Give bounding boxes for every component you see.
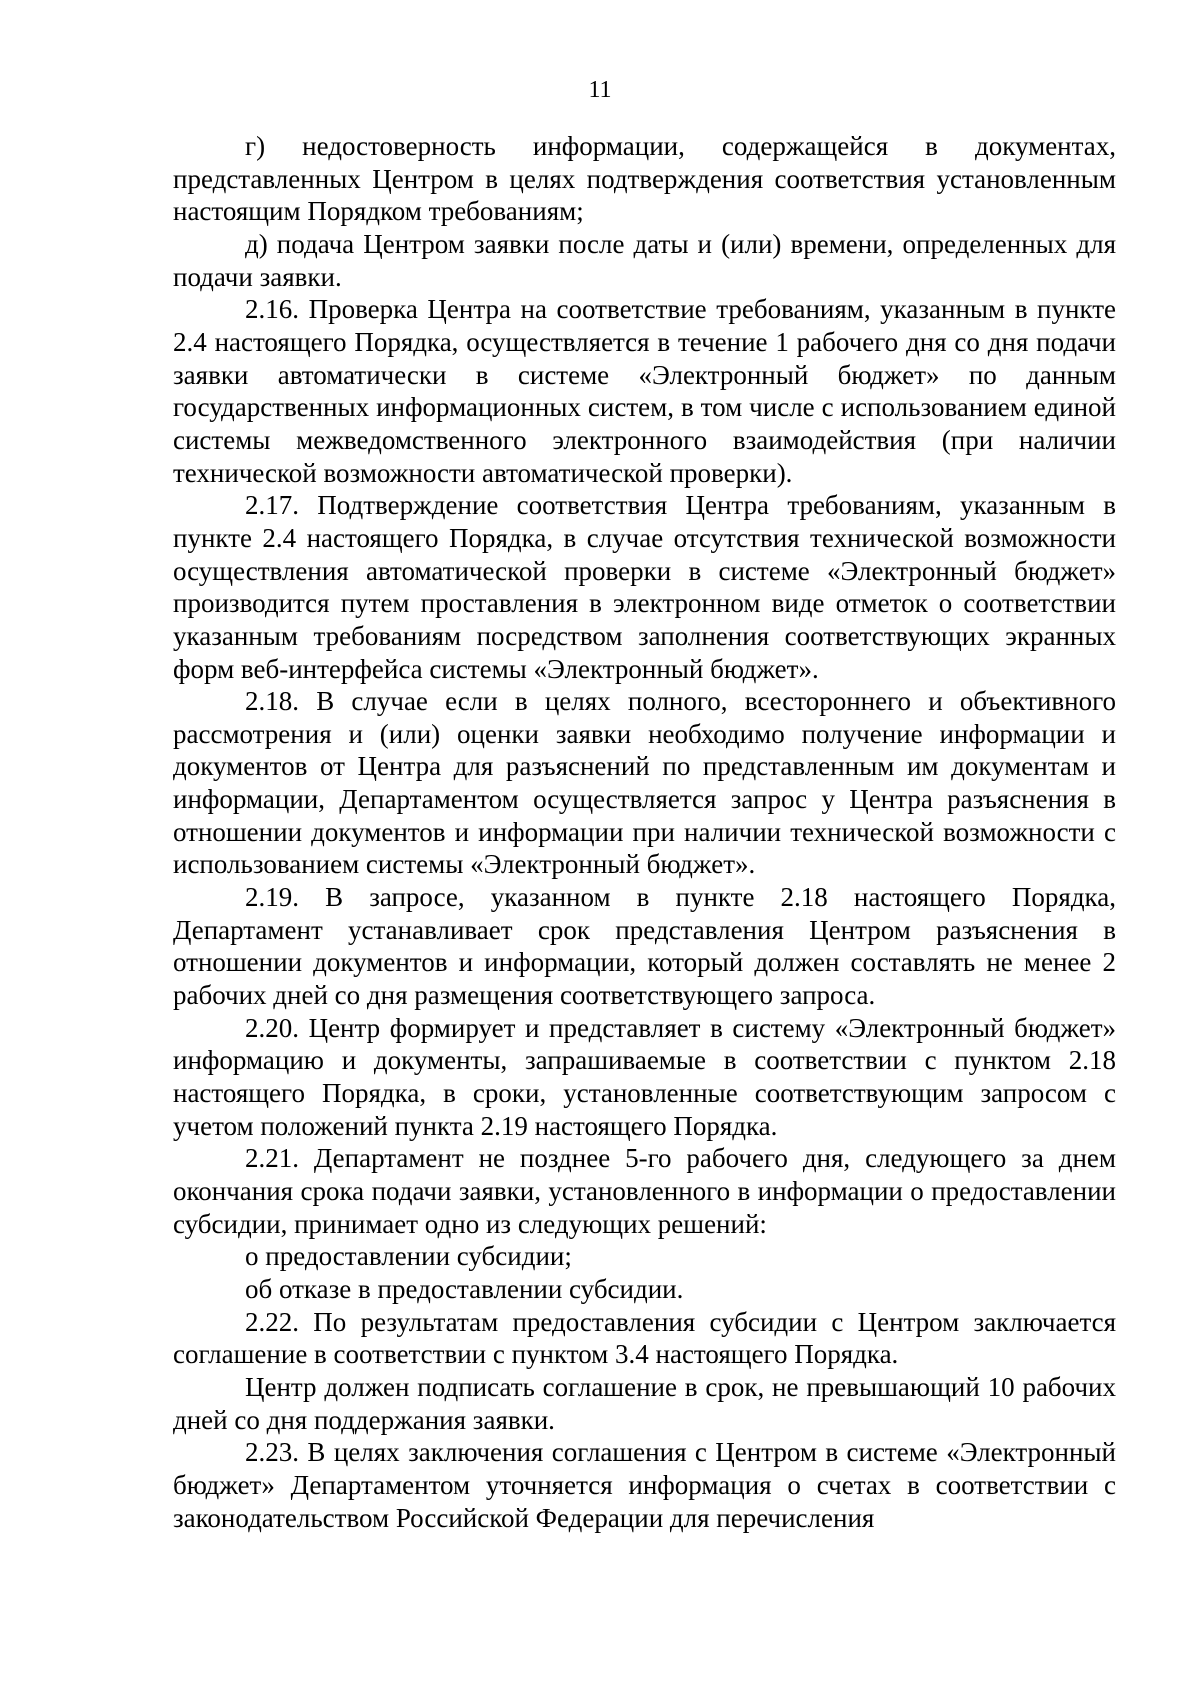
page-number: 11 (588, 77, 612, 103)
paragraph-2-20: 2.20. Центр формирует и представляет в систему «Электронный бюджет» информацию и документы, запрашиваемые в соответствии с пунктом 2.18 настоящего Порядка, в сроки, установленные соответствующим запросом с учетом положений пункта 2.19 настоящего Порядка. (173, 1012, 1116, 1141)
paragraph-2-21: 2.21. Департамент не позднее 5-го рабочего дня, следующего за днем окончания срока подачи заявки, установленного в информации о предоставлении субсидии, принимает одно из следующих решений: (173, 1143, 1116, 1239)
paragraph-2-16: 2.16. Проверка Центра на соответствие требованиям, указанным в пункте 2.4 настоящего Порядка, осуществляется в течение 1 рабочего дня со дня подачи заявки автоматически в системе «Электронный бюджет» по данным государственных информационных систем, в том числе с использованием единой системы межведомственного электронного взаимодействия (при наличии технической возможности автоматической проверки). (173, 294, 1116, 488)
paragraph-2-17: 2.17. Подтверждение соответствия Центра требованиям, указанным в пункте 2.4 настоящего Порядка, в случае отсутствия технической возможности осуществления автоматической проверки в системе «Электронный бюджет» производится путем проставления в электронном виде отметок о соответствии указанным требованиям посредством заполнения соответствующих экранных форм веб-интерфейса системы «Электронный бюджет». (173, 490, 1116, 684)
paragraph-2-22: 2.22. По результатам предоставления субсидии с Центром заключается соглашение в соответствии с пунктом 3.4 настоящего Порядка. (173, 1306, 1116, 1370)
decision-option-grant: о предоставлении субсидии; (245, 1241, 572, 1272)
paragraph-g: г) недостоверность информации, содержащейся в документах, представленных Центром в целях подтверждения соответствия установленным настоящим Порядком требованиям; (173, 131, 1116, 227)
paragraph-d: д) подача Центром заявки после даты и (или) времени, определенных для подачи заявки. (173, 228, 1116, 292)
paragraph-2-18: 2.18. В случае если в целях полного, всестороннего и объективного рассмотрения и (или) оценки заявки необходимо получение информации и документов от Центра для разъяснений по представленным им документам и информации, Департаментом осуществляется запрос у Центра разъяснения в отношении документов и информации при наличии технической возможности с использованием системы «Электронный бюджет». (173, 686, 1116, 880)
paragraph-2-23: 2.23. В целях заключения соглашения с Центром в системе «Электронный бюджет» Департаментом уточняется информация о счетах в соответствии с законодательством Российской Федерации для перечисления (173, 1437, 1116, 1533)
document-body (173, 130, 1116, 1534)
decision-option-refusal: об отказе в предоставлении субсидии. (245, 1273, 684, 1304)
paragraph-agreement-signing: Центр должен подписать соглашение в срок, не превышающий 10 рабочих дней со дня поддержания заявки. (173, 1371, 1116, 1435)
paragraph-2-19: 2.19. В запросе, указанном в пункте 2.18 настоящего Порядка, Департамент устанавливает срок представления Центром разъяснения в отношении документов и информации, который должен составлять не менее 2 рабочих дней со дня размещения соответствующего запроса. (173, 882, 1116, 1011)
